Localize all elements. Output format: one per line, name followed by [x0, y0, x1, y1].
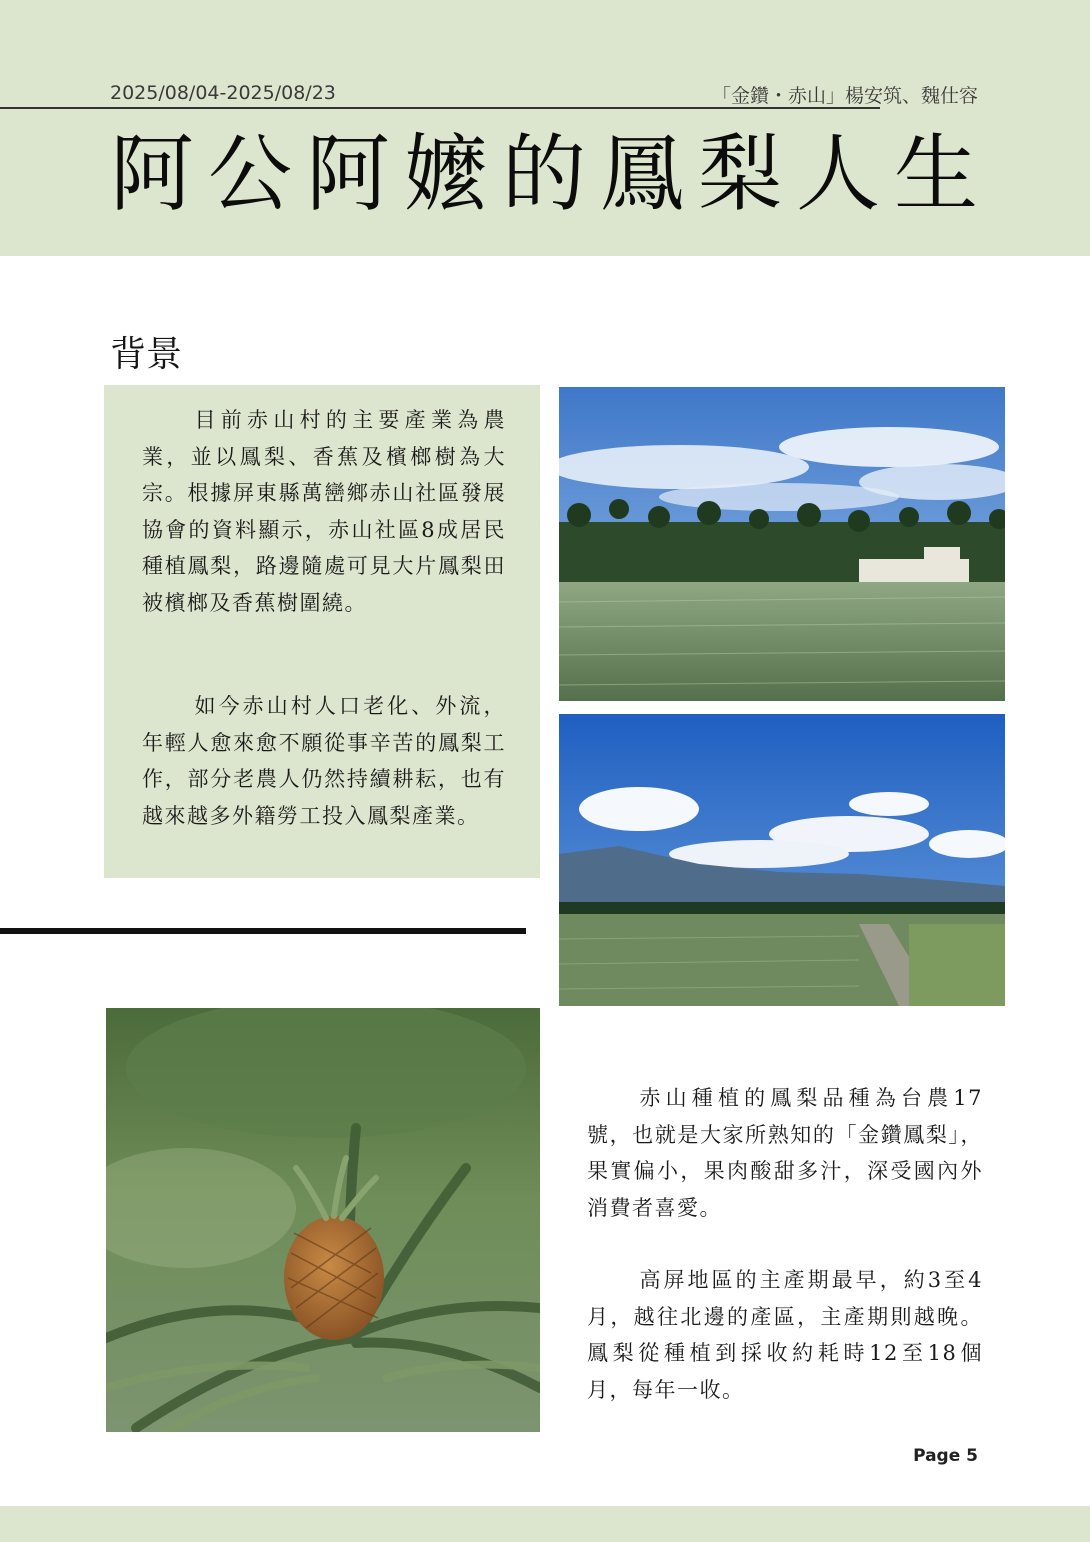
page-title: 阿公阿嬤的鳳梨人生	[110, 125, 993, 223]
footer-band	[0, 1506, 1090, 1542]
paragraph-2: 如今赤山村人口老化、外流，年輕人愈來愈不願從事辛苦的鳳梨工作，部分老農人仍然持續耕耘，也有越來越多外籍勞工投入鳳梨產業。	[142, 694, 506, 828]
byline: 「金鑽・赤山」楊安筑、魏仕容	[711, 85, 978, 107]
date-range: 2025/08/04-2025/08/23	[110, 82, 336, 104]
section-heading: 背景	[110, 334, 183, 375]
paragraph-3: 赤山種植的鳳梨品種為台農17號，也就是大家所熟知的「金鑽鳳梨」，果實偏小，果肉酸甜多汁，深受國內外消費者喜愛。	[587, 1086, 983, 1220]
paragraph-4: 高屏地區的主產期最早，約3至4月，越往北邊的產區，主產期則越晚。鳳梨從種植到採收約耗時12至18個月，每年一收。	[587, 1268, 983, 1402]
section-divider	[0, 928, 526, 934]
paragraph-1: 目前赤山村的主要產業為農業，並以鳳梨、香蕉及檳榔樹為大宗。根據屏東縣萬巒鄉赤山社區發展協會的資料顯示，赤山社區8成居民種植鳳梨，路邊隨處可見大片鳳梨田被檳榔及香蕉樹圍繞。	[142, 408, 506, 615]
header-rule	[0, 107, 880, 109]
pineapple-fruit-closeup-photo	[106, 1008, 540, 1432]
pineapple-field-with-mountains-photo	[559, 714, 1005, 1006]
page-number: Page 5	[913, 1446, 978, 1466]
pineapple-field-with-palms-photo	[559, 387, 1005, 701]
